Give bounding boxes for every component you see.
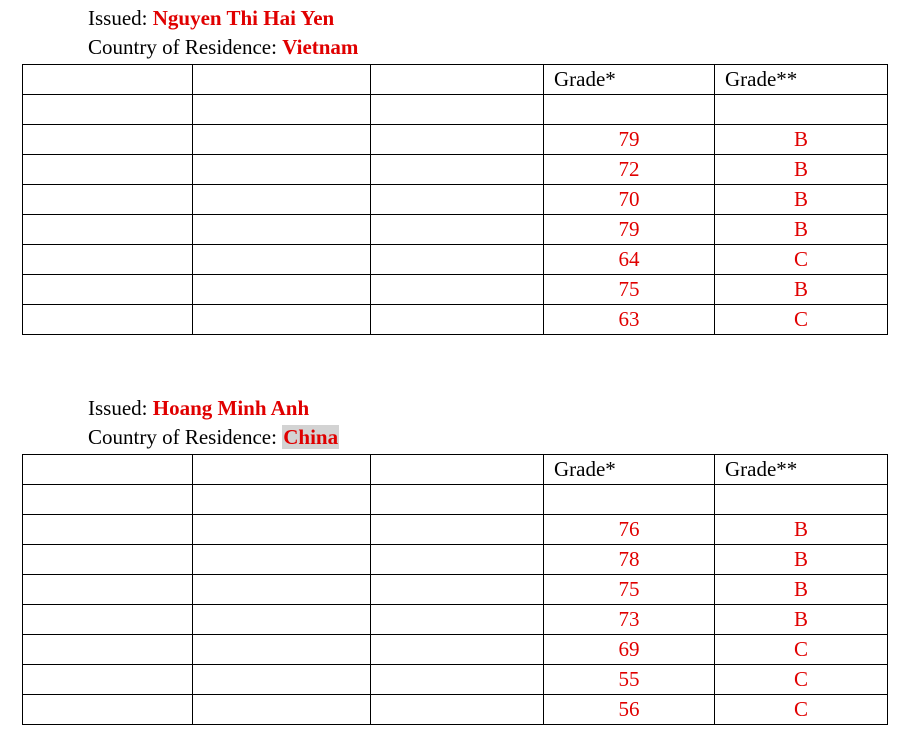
grade-cell: B bbox=[715, 545, 888, 575]
issued-line bbox=[88, 4, 334, 33]
issued-label: Issued: bbox=[88, 6, 148, 30]
grade-cell: B bbox=[715, 275, 888, 305]
table-cell bbox=[371, 665, 544, 695]
table-cell bbox=[23, 485, 193, 515]
score-cell: 75 bbox=[544, 575, 715, 605]
table-row bbox=[23, 695, 888, 725]
table-cell bbox=[193, 65, 371, 95]
table-cell bbox=[193, 545, 371, 575]
grade-cell: B bbox=[715, 125, 888, 155]
empty-row bbox=[23, 95, 888, 125]
table-row bbox=[23, 245, 888, 275]
table-cell bbox=[23, 185, 193, 215]
score-cell: 69 bbox=[544, 635, 715, 665]
table-cell bbox=[23, 695, 193, 725]
table-cell bbox=[23, 245, 193, 275]
table-cell bbox=[193, 635, 371, 665]
grade-double-star-header: Grade** bbox=[715, 455, 888, 485]
score-cell: 55 bbox=[544, 665, 715, 695]
table-cell bbox=[371, 185, 544, 215]
grade-star-header: Grade* bbox=[544, 455, 715, 485]
table-row bbox=[23, 275, 888, 305]
table-cell bbox=[371, 485, 544, 515]
table-cell bbox=[23, 605, 193, 635]
table-cell bbox=[371, 515, 544, 545]
table-row bbox=[23, 125, 888, 155]
table-cell bbox=[371, 275, 544, 305]
table-cell bbox=[193, 695, 371, 725]
table-cell bbox=[23, 215, 193, 245]
grade-cell: B bbox=[715, 155, 888, 185]
score-cell: 70 bbox=[544, 185, 715, 215]
table-cell bbox=[23, 65, 193, 95]
table-cell bbox=[193, 185, 371, 215]
grade-cell: B bbox=[715, 605, 888, 635]
score-cell: 63 bbox=[544, 305, 715, 335]
country-line bbox=[88, 33, 358, 62]
table-cell bbox=[193, 215, 371, 245]
table-row bbox=[23, 215, 888, 245]
table-cell bbox=[23, 125, 193, 155]
table-cell bbox=[23, 95, 193, 125]
score-cell: 64 bbox=[544, 245, 715, 275]
table-cell bbox=[371, 455, 544, 485]
table-cell bbox=[371, 65, 544, 95]
table-cell bbox=[193, 665, 371, 695]
table-cell bbox=[23, 575, 193, 605]
issued-line bbox=[88, 394, 309, 423]
table-cell bbox=[193, 485, 371, 515]
score-cell: 76 bbox=[544, 515, 715, 545]
grade-cell: C bbox=[715, 695, 888, 725]
table-cell bbox=[193, 575, 371, 605]
grade-cell: B bbox=[715, 215, 888, 245]
table-cell bbox=[193, 455, 371, 485]
table-row bbox=[23, 185, 888, 215]
table-cell bbox=[371, 635, 544, 665]
table-cell bbox=[544, 95, 715, 125]
table-cell bbox=[23, 305, 193, 335]
student-name: Nguyen Thi Hai Yen bbox=[152, 6, 335, 30]
table-cell bbox=[371, 545, 544, 575]
table-cell bbox=[193, 305, 371, 335]
score-cell: 78 bbox=[544, 545, 715, 575]
table-row bbox=[23, 305, 888, 335]
grades-table bbox=[22, 454, 888, 725]
table-cell bbox=[371, 605, 544, 635]
table-cell bbox=[193, 155, 371, 185]
score-cell: 75 bbox=[544, 275, 715, 305]
grade-cell: B bbox=[715, 185, 888, 215]
grades-table bbox=[22, 64, 888, 335]
country-value: China bbox=[283, 425, 339, 449]
table-cell bbox=[23, 665, 193, 695]
grade-cell: C bbox=[715, 245, 888, 275]
score-cell: 79 bbox=[544, 125, 715, 155]
score-cell: 72 bbox=[544, 155, 715, 185]
empty-row bbox=[23, 485, 888, 515]
table-row bbox=[23, 155, 888, 185]
grade-cell: C bbox=[715, 665, 888, 695]
table-cell bbox=[371, 305, 544, 335]
grade-cell: B bbox=[715, 575, 888, 605]
table-cell bbox=[371, 215, 544, 245]
table-cell bbox=[193, 95, 371, 125]
header-row bbox=[23, 65, 888, 95]
table-row bbox=[23, 605, 888, 635]
table-row bbox=[23, 665, 888, 695]
table-cell bbox=[23, 275, 193, 305]
table-cell bbox=[715, 485, 888, 515]
table-cell bbox=[715, 95, 888, 125]
table-cell bbox=[371, 245, 544, 275]
grade-star-header: Grade* bbox=[544, 65, 715, 95]
country-line bbox=[88, 423, 339, 452]
grade-cell: C bbox=[715, 305, 888, 335]
table-cell bbox=[544, 485, 715, 515]
table-cell bbox=[371, 95, 544, 125]
table-cell bbox=[23, 155, 193, 185]
table-cell bbox=[371, 695, 544, 725]
issued-label: Issued: bbox=[88, 396, 148, 420]
table-cell bbox=[371, 155, 544, 185]
table-cell bbox=[371, 575, 544, 605]
table-cell bbox=[23, 635, 193, 665]
table-cell bbox=[193, 605, 371, 635]
table-cell bbox=[193, 275, 371, 305]
country-label: Country of Residence: bbox=[88, 425, 277, 449]
country-label: Country of Residence: bbox=[88, 35, 277, 59]
country-value: Vietnam bbox=[282, 35, 359, 59]
table-cell bbox=[193, 245, 371, 275]
score-cell: 56 bbox=[544, 695, 715, 725]
table-row bbox=[23, 575, 888, 605]
table-row bbox=[23, 635, 888, 665]
score-cell: 79 bbox=[544, 215, 715, 245]
table-row bbox=[23, 515, 888, 545]
table-cell bbox=[193, 515, 371, 545]
score-cell: 73 bbox=[544, 605, 715, 635]
grade-cell: B bbox=[715, 515, 888, 545]
table-cell bbox=[371, 125, 544, 155]
grade-cell: C bbox=[715, 635, 888, 665]
table-cell bbox=[23, 545, 193, 575]
header-row bbox=[23, 455, 888, 485]
table-cell bbox=[193, 125, 371, 155]
table-cell bbox=[23, 455, 193, 485]
grade-double-star-header: Grade** bbox=[715, 65, 888, 95]
table-cell bbox=[23, 515, 193, 545]
student-name: Hoang Minh Anh bbox=[152, 396, 310, 420]
table-row bbox=[23, 545, 888, 575]
